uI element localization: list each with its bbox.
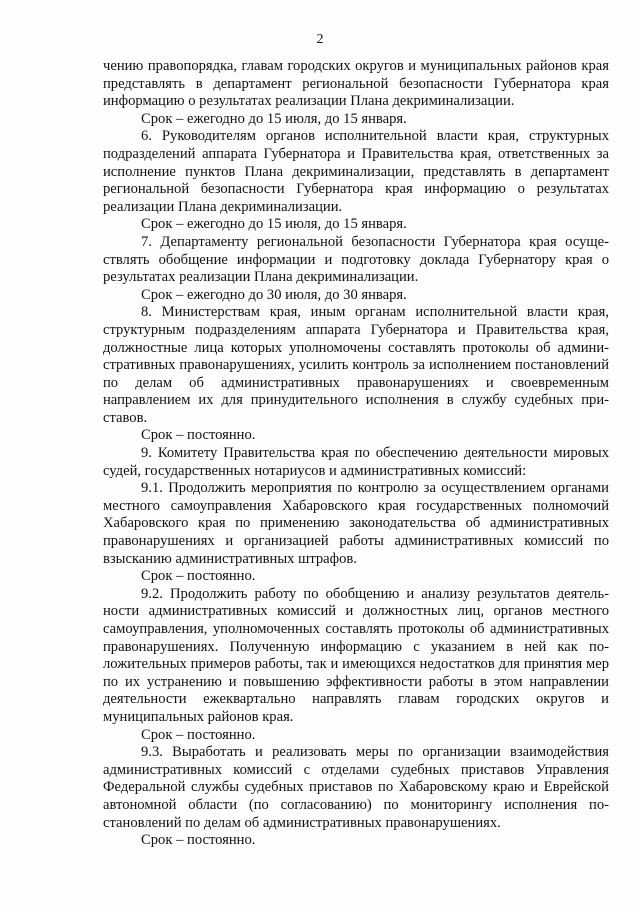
paragraph-item-6: 6. Руководителям органов исполнительной власти края, структурных подразделений аппарата Губернатора и Правительства края, ответственных за исполнение пунктов Плана декриминализации, представлять в департамент региональной безопасности Губернатора края информацию о результатах реализации Плана декриминализации. xyxy=(103,128,609,215)
paragraph-item-9: 9. Комитету Правительства края по обеспечению деятельности мировых судей, государственных нотариусов и административных комиссий: xyxy=(103,445,609,479)
deadline-text: Срок – ежегодно до 15 июля, до 15 января. xyxy=(141,110,407,127)
paragraph-continuation: чению правопорядка, главам городских округов и муниципальных районов края представлять в департамент региональной безопасности Губернатора края информацию о результатах реализации Плана декриминализации. xyxy=(103,58,609,110)
paragraph-item-9-3: 9.3. Выработать и реализовать меры по организации взаимодействия административных комиссий с отделами судебных приставов Управления Федеральной службы судебных приставов по Хабаровскому краю и Еврейской автономной области (по согласованию) по мониторингу исполнения постановлений по делам об административных правонарушениях. xyxy=(103,744,609,831)
deadline-text: Срок – ежегодно до 15 июля, до 15 января. xyxy=(141,216,407,233)
paragraph-item-9-2: 9.2. Продолжить работу по обобщению и анализу результатов деятельности административных комиссий и должностных лиц, органов местного самоуправления, уполномоченных составлять протоколы об административных правонарушениях. Полученную информацию с указанием в ней как положительных примеров работы, так и имеющихся недостатков для принятия мер по их устранению и повышению эффективности работы в этом направлении деятельности ежеквартально направлять главам городских округов и муниципальных районов края. xyxy=(103,585,609,725)
paragraph-item-9-1: 9.1. Продолжить мероприятия по контролю за осуществлением органами местного самоуправления Хабаровского края государственных полномочий Хабаровского края по применению законодательства об административных правонарушениях и организацией работы административных комиссий по взысканию административных штрафов. xyxy=(103,480,609,567)
deadline-text: Срок – постоянно. xyxy=(141,832,256,849)
deadline-text: Срок – постоянно. xyxy=(141,726,256,743)
paragraph-item-7: 7. Департаменту региональной безопасности Губернатора края осуществлять обобщение информации и подготовку доклада Губернатору края о результатах реализации Плана декриминализации. xyxy=(103,233,609,286)
document-body xyxy=(103,58,609,850)
deadline-text: Срок – постоянно. xyxy=(141,568,256,585)
paragraph-item-8: 8. Министерствам края, иным органам исполнительной власти края, структурным подразделениям аппарата Губернатора и Правительства края, должностные лица которых уполномочены составлять протоколы об административных правонарушениях, усилить контроль за исполнением постановлений по делам об административных правонарушениях и своевременным направлением их для принудительного исполнения в службу судебных приставов. xyxy=(103,304,609,426)
deadline-text: Срок – постоянно. xyxy=(141,427,256,444)
page-number: 2 xyxy=(316,32,324,47)
deadline-text: Срок – ежегодно до 30 июля, до 30 января. xyxy=(141,286,407,303)
